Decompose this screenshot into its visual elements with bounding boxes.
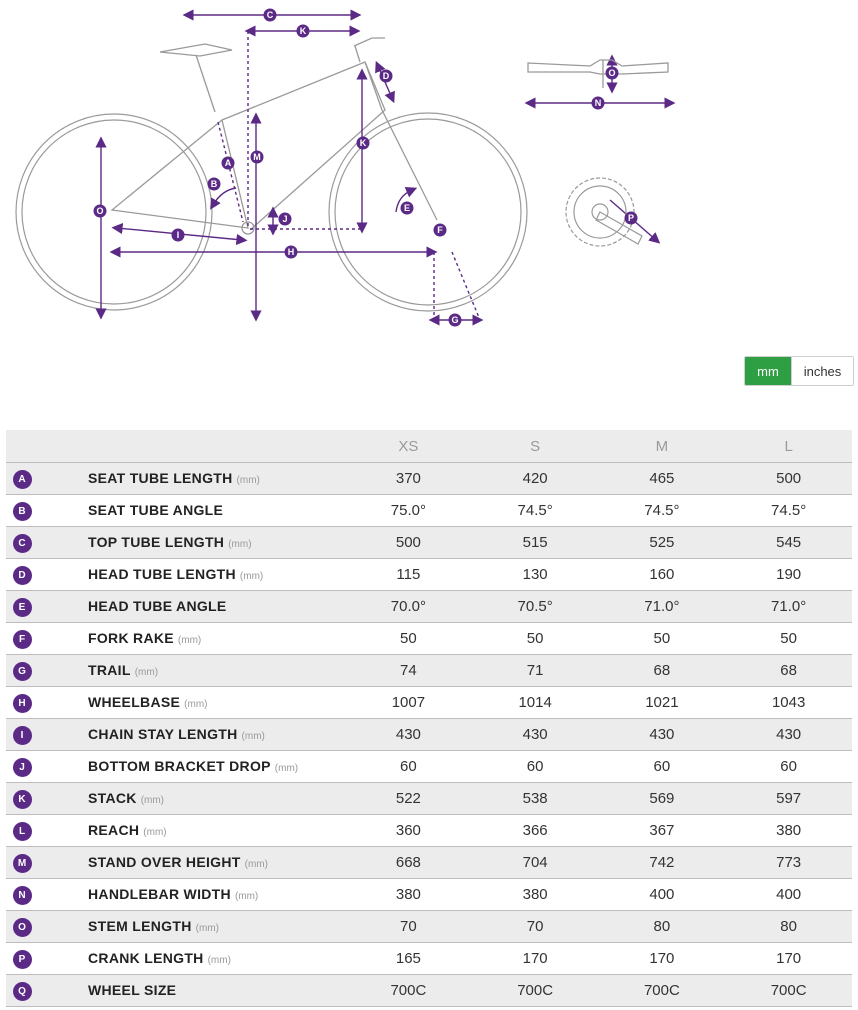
value-cell: 170 bbox=[725, 943, 852, 975]
value-cell: 430 bbox=[599, 719, 726, 751]
parameter-name: TOP TUBE LENGTH bbox=[88, 534, 225, 550]
parameter-cell bbox=[88, 719, 345, 751]
svg-text:C: C bbox=[266, 10, 274, 20]
value-cell: 700C bbox=[345, 975, 472, 1007]
value-cell: 1014 bbox=[472, 687, 599, 719]
value-cell: 50 bbox=[345, 623, 472, 655]
mm-button[interactable]: mm bbox=[745, 357, 791, 385]
value-cell: 70.5° bbox=[472, 591, 599, 623]
row-letter-cell bbox=[6, 687, 88, 719]
parameter-unit: (mm) bbox=[140, 795, 165, 806]
parameter-unit: (mm) bbox=[143, 827, 167, 838]
size-header: XS bbox=[345, 430, 472, 463]
parameter-name: STAND OVER HEIGHT bbox=[88, 854, 241, 870]
parameter-name: BOTTOM BRACKET DROP bbox=[88, 758, 271, 774]
handlebar-detail bbox=[528, 60, 668, 88]
table-row bbox=[6, 751, 852, 783]
value-cell: 400 bbox=[725, 879, 852, 911]
table-row bbox=[6, 815, 852, 847]
row-letter-cell bbox=[6, 655, 88, 687]
badge-a bbox=[222, 157, 235, 170]
parameter-cell bbox=[88, 879, 345, 911]
bike-geometry-svg bbox=[0, 0, 858, 340]
value-cell: 70.0° bbox=[345, 591, 472, 623]
badge-o-left bbox=[94, 205, 107, 218]
svg-text:E: E bbox=[403, 203, 411, 213]
value-cell: 515 bbox=[472, 527, 599, 559]
bike-geometry-diagram bbox=[0, 0, 858, 340]
row-letter-cell bbox=[6, 559, 88, 591]
parameter-name: SEAT TUBE ANGLE bbox=[88, 502, 224, 518]
unit-toggle bbox=[744, 356, 854, 386]
value-cell: 60 bbox=[599, 751, 726, 783]
parameter-name: WHEELBASE bbox=[88, 694, 181, 710]
letter-badge: C bbox=[13, 534, 32, 553]
svg-text:P: P bbox=[627, 213, 635, 223]
value-cell: 74.5° bbox=[472, 495, 599, 527]
parameter-unit: (mm) bbox=[241, 731, 265, 742]
parameter-name: REACH bbox=[88, 822, 140, 838]
value-cell: 597 bbox=[725, 783, 852, 815]
value-cell: 430 bbox=[345, 719, 472, 751]
row-letter-cell bbox=[6, 911, 88, 943]
table-row bbox=[6, 847, 852, 879]
parameter-unit: (mm) bbox=[236, 475, 260, 486]
svg-text:O: O bbox=[608, 68, 616, 78]
value-cell: 366 bbox=[472, 815, 599, 847]
table-row bbox=[6, 527, 852, 559]
value-cell: 538 bbox=[472, 783, 599, 815]
value-cell: 522 bbox=[345, 783, 472, 815]
parameter-cell bbox=[88, 655, 345, 687]
letter-badge: G bbox=[13, 662, 32, 681]
table-row bbox=[6, 559, 852, 591]
svg-text:D: D bbox=[382, 71, 390, 81]
parameter-unit: (mm) bbox=[207, 955, 231, 966]
letter-badge: P bbox=[13, 950, 32, 969]
badge-n bbox=[592, 97, 605, 110]
parameter-unit: (mm) bbox=[195, 923, 219, 934]
size-header: S bbox=[472, 430, 599, 463]
parameter-cell bbox=[88, 591, 345, 623]
parameter-cell bbox=[88, 687, 345, 719]
parameter-name: HEAD TUBE LENGTH bbox=[88, 566, 236, 582]
svg-text:G: G bbox=[451, 315, 459, 325]
parameter-cell bbox=[88, 815, 345, 847]
geometry-table bbox=[6, 430, 852, 1007]
letter-badge: A bbox=[13, 470, 32, 489]
parameter-name: CRANK LENGTH bbox=[88, 950, 204, 966]
parameter-name: HEAD TUBE ANGLE bbox=[88, 598, 227, 614]
size-header: L bbox=[725, 430, 852, 463]
header-blank bbox=[88, 430, 345, 463]
parameter-cell bbox=[88, 975, 345, 1007]
value-cell: 74 bbox=[345, 655, 472, 687]
badge-l bbox=[297, 25, 310, 38]
letter-badge: O bbox=[13, 918, 32, 937]
row-letter-cell bbox=[6, 943, 88, 975]
value-cell: 525 bbox=[599, 527, 726, 559]
letter-badge: K bbox=[13, 790, 32, 809]
value-cell: 430 bbox=[472, 719, 599, 751]
value-cell: 74.5° bbox=[599, 495, 726, 527]
value-cell: 170 bbox=[599, 943, 726, 975]
diagram-badges bbox=[94, 9, 638, 327]
value-cell: 400 bbox=[599, 879, 726, 911]
parameter-cell bbox=[88, 783, 345, 815]
badge-c bbox=[264, 9, 277, 22]
value-cell: 75.0° bbox=[345, 495, 472, 527]
letter-badge: M bbox=[13, 854, 32, 873]
parameter-name: STEM LENGTH bbox=[88, 918, 192, 934]
value-cell: 70 bbox=[472, 911, 599, 943]
badge-k bbox=[357, 137, 370, 150]
table-header-row bbox=[6, 430, 852, 463]
value-cell: 700C bbox=[472, 975, 599, 1007]
parameter-unit: (mm) bbox=[177, 635, 202, 646]
value-cell: 380 bbox=[345, 879, 472, 911]
value-cell: 1043 bbox=[725, 687, 852, 719]
svg-text:I: I bbox=[176, 230, 180, 240]
letter-badge: F bbox=[13, 630, 32, 649]
badge-f bbox=[434, 224, 447, 237]
value-cell: 700C bbox=[725, 975, 852, 1007]
letter-badge: I bbox=[13, 726, 32, 745]
badge-b bbox=[208, 178, 221, 191]
value-cell: 1021 bbox=[599, 687, 726, 719]
svg-text:B: B bbox=[210, 179, 218, 189]
value-cell: 500 bbox=[725, 463, 852, 495]
row-letter-cell bbox=[6, 879, 88, 911]
parameter-cell bbox=[88, 847, 345, 879]
table-row bbox=[6, 687, 852, 719]
row-letter-cell bbox=[6, 527, 88, 559]
parameter-name: SEAT TUBE LENGTH bbox=[88, 470, 233, 486]
parameter-unit: (mm) bbox=[244, 859, 268, 870]
value-cell: 68 bbox=[599, 655, 726, 687]
parameter-cell bbox=[88, 623, 345, 655]
parameter-cell bbox=[88, 527, 345, 559]
badge-e bbox=[401, 202, 414, 215]
value-cell: 773 bbox=[725, 847, 852, 879]
value-cell: 50 bbox=[725, 623, 852, 655]
row-letter-cell bbox=[6, 463, 88, 495]
letter-badge: H bbox=[13, 694, 32, 713]
row-letter-cell bbox=[6, 495, 88, 527]
parameter-unit: (mm) bbox=[228, 539, 252, 550]
value-cell: 668 bbox=[345, 847, 472, 879]
table-row bbox=[6, 719, 852, 751]
value-cell: 420 bbox=[472, 463, 599, 495]
value-cell: 1007 bbox=[345, 687, 472, 719]
table-row bbox=[6, 495, 852, 527]
value-cell: 704 bbox=[472, 847, 599, 879]
value-cell: 160 bbox=[599, 559, 726, 591]
parameter-cell bbox=[88, 943, 345, 975]
parameter-name: CHAIN STAY LENGTH bbox=[88, 726, 238, 742]
parameter-name: TRAIL bbox=[88, 662, 131, 678]
letter-badge: N bbox=[13, 886, 32, 905]
parameter-cell bbox=[88, 911, 345, 943]
value-cell: 71.0° bbox=[725, 591, 852, 623]
value-cell: 80 bbox=[725, 911, 852, 943]
table-row bbox=[6, 975, 852, 1007]
table-body bbox=[6, 463, 852, 1007]
svg-text:F: F bbox=[437, 225, 443, 235]
table-row bbox=[6, 879, 852, 911]
row-letter-cell bbox=[6, 975, 88, 1007]
rear-wheel bbox=[16, 114, 212, 310]
value-cell: 71.0° bbox=[599, 591, 726, 623]
svg-text:N: N bbox=[594, 98, 602, 108]
value-cell: 380 bbox=[725, 815, 852, 847]
svg-text:K: K bbox=[359, 138, 367, 148]
frame bbox=[112, 38, 437, 234]
value-cell: 60 bbox=[345, 751, 472, 783]
value-cell: 500 bbox=[345, 527, 472, 559]
value-cell: 380 bbox=[472, 879, 599, 911]
value-cell: 430 bbox=[725, 719, 852, 751]
row-letter-cell bbox=[6, 847, 88, 879]
parameter-name: STACK bbox=[88, 790, 137, 806]
letter-badge: L bbox=[13, 822, 32, 841]
letter-badge: E bbox=[13, 598, 32, 617]
parameter-unit: (mm) bbox=[134, 667, 159, 678]
row-letter-cell bbox=[6, 751, 88, 783]
value-cell: 700C bbox=[599, 975, 726, 1007]
value-cell: 367 bbox=[599, 815, 726, 847]
parameter-unit: (mm) bbox=[234, 891, 259, 902]
value-cell: 115 bbox=[345, 559, 472, 591]
letter-badge: J bbox=[13, 758, 32, 777]
badge-h bbox=[285, 246, 298, 259]
value-cell: 68 bbox=[725, 655, 852, 687]
value-cell: 71 bbox=[472, 655, 599, 687]
parameter-name: FORK RAKE bbox=[88, 630, 174, 646]
value-cell: 70 bbox=[345, 911, 472, 943]
badge-o-right bbox=[606, 67, 619, 80]
value-cell: 569 bbox=[599, 783, 726, 815]
value-cell: 360 bbox=[345, 815, 472, 847]
size-header: M bbox=[599, 430, 726, 463]
value-cell: 60 bbox=[472, 751, 599, 783]
svg-text:O: O bbox=[96, 206, 104, 216]
letter-badge: B bbox=[13, 502, 32, 521]
badge-m bbox=[251, 151, 264, 164]
value-cell: 60 bbox=[725, 751, 852, 783]
value-cell: 545 bbox=[725, 527, 852, 559]
svg-text:M: M bbox=[253, 152, 261, 162]
header-blank bbox=[6, 430, 88, 463]
value-cell: 165 bbox=[345, 943, 472, 975]
table-row bbox=[6, 591, 852, 623]
parameter-name: WHEEL SIZE bbox=[88, 982, 177, 998]
value-cell: 80 bbox=[599, 911, 726, 943]
value-cell: 130 bbox=[472, 559, 599, 591]
badge-j bbox=[279, 213, 292, 226]
value-cell: 50 bbox=[472, 623, 599, 655]
value-cell: 170 bbox=[472, 943, 599, 975]
parameter-unit: (mm) bbox=[184, 699, 208, 710]
parameter-unit: (mm) bbox=[239, 571, 264, 582]
value-cell: 50 bbox=[599, 623, 726, 655]
value-cell: 465 bbox=[599, 463, 726, 495]
badge-g bbox=[449, 314, 462, 327]
parameter-unit: (mm) bbox=[274, 763, 299, 774]
inches-button[interactable]: inches bbox=[791, 357, 853, 385]
row-letter-cell bbox=[6, 623, 88, 655]
value-cell: 74.5° bbox=[725, 495, 852, 527]
table-row bbox=[6, 911, 852, 943]
table-row bbox=[6, 655, 852, 687]
parameter-cell bbox=[88, 463, 345, 495]
table-row bbox=[6, 463, 852, 495]
svg-text:H: H bbox=[287, 247, 295, 257]
row-letter-cell bbox=[6, 815, 88, 847]
parameter-cell bbox=[88, 751, 345, 783]
row-letter-cell bbox=[6, 591, 88, 623]
row-letter-cell bbox=[6, 719, 88, 751]
value-cell: 742 bbox=[599, 847, 726, 879]
table-row bbox=[6, 783, 852, 815]
table-row bbox=[6, 623, 852, 655]
letter-badge: Q bbox=[13, 982, 32, 1001]
parameter-cell bbox=[88, 495, 345, 527]
table-row bbox=[6, 943, 852, 975]
value-cell: 190 bbox=[725, 559, 852, 591]
letter-badge: D bbox=[13, 566, 32, 585]
svg-text:J: J bbox=[282, 214, 288, 224]
svg-text:K: K bbox=[299, 26, 307, 36]
measure-lines bbox=[101, 15, 670, 320]
parameter-cell bbox=[88, 559, 345, 591]
value-cell: 370 bbox=[345, 463, 472, 495]
row-letter-cell bbox=[6, 783, 88, 815]
badge-i bbox=[172, 229, 185, 242]
parameter-name: HANDLEBAR WIDTH bbox=[88, 886, 231, 902]
svg-text:A: A bbox=[224, 158, 232, 168]
badge-p bbox=[625, 212, 638, 225]
badge-d bbox=[380, 70, 393, 83]
